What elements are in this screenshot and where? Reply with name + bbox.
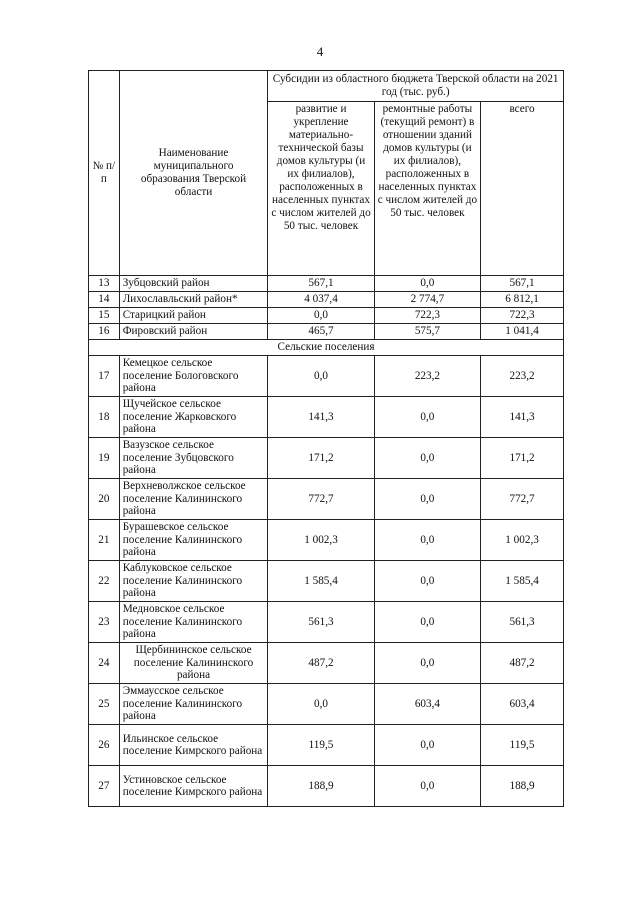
row-total-value: 6 812,1 xyxy=(481,292,564,308)
section-title: Сельские поселения xyxy=(89,340,564,356)
row-total-value: 1 002,3 xyxy=(481,520,564,561)
row-name: Щербининское сельское поселение Калининского района xyxy=(119,643,268,684)
table-row xyxy=(89,643,564,684)
row-total-value: 188,9 xyxy=(481,766,564,807)
table-row xyxy=(89,356,564,397)
table-row xyxy=(89,276,564,292)
table-row xyxy=(89,725,564,766)
row-name: Медновское сельское поселение Калининского района xyxy=(119,602,268,643)
header-subsidy-group: Субсидии из областного бюджета Тверской области на 2021 год (тыс. руб.) xyxy=(268,71,564,102)
row-repair-value: 223,2 xyxy=(374,356,480,397)
row-total-value: 223,2 xyxy=(481,356,564,397)
row-total-value: 561,3 xyxy=(481,602,564,643)
row-number: 14 xyxy=(89,292,120,308)
row-number: 20 xyxy=(89,479,120,520)
row-development-value: 119,5 xyxy=(268,725,374,766)
row-repair-value: 2 774,7 xyxy=(374,292,480,308)
row-total-value: 567,1 xyxy=(481,276,564,292)
row-name: Фировский район xyxy=(119,324,268,340)
header-num: № п/п xyxy=(89,71,120,276)
row-repair-value: 0,0 xyxy=(374,438,480,479)
row-number: 24 xyxy=(89,643,120,684)
row-development-value: 0,0 xyxy=(268,684,374,725)
row-total-value: 119,5 xyxy=(481,725,564,766)
table-row xyxy=(89,602,564,643)
row-development-value: 487,2 xyxy=(268,643,374,684)
header-development: развитие и укрепление материально-технической базы домов культуры (и их филиалов), расположенных в населенных пунктах с числом жителей до 50 тыс. человек xyxy=(268,102,374,276)
row-number: 23 xyxy=(89,602,120,643)
header-total: всего xyxy=(481,102,564,276)
row-number: 18 xyxy=(89,397,120,438)
row-development-value: 1 585,4 xyxy=(268,561,374,602)
table-row xyxy=(89,766,564,807)
row-number: 21 xyxy=(89,520,120,561)
row-development-value: 188,9 xyxy=(268,766,374,807)
table-row xyxy=(89,292,564,308)
table-row xyxy=(89,520,564,561)
header-name: Наименование муниципального образования Тверской области xyxy=(119,71,268,276)
row-repair-value: 0,0 xyxy=(374,520,480,561)
table-row xyxy=(89,324,564,340)
row-development-value: 141,3 xyxy=(268,397,374,438)
row-total-value: 1 041,4 xyxy=(481,324,564,340)
row-number: 22 xyxy=(89,561,120,602)
row-development-value: 0,0 xyxy=(268,356,374,397)
row-total-value: 1 585,4 xyxy=(481,561,564,602)
row-name: Зубцовский район xyxy=(119,276,268,292)
row-number: 27 xyxy=(89,766,120,807)
header-row-top xyxy=(89,71,564,102)
row-development-value: 4 037,4 xyxy=(268,292,374,308)
row-name: Бурашевское сельское поселение Калининского района xyxy=(119,520,268,561)
row-development-value: 0,0 xyxy=(268,308,374,324)
row-repair-value: 0,0 xyxy=(374,397,480,438)
row-total-value: 603,4 xyxy=(481,684,564,725)
row-name: Каблуковское сельское поселение Калининского района xyxy=(119,561,268,602)
row-number: 17 xyxy=(89,356,120,397)
row-number: 25 xyxy=(89,684,120,725)
subsidy-table xyxy=(88,70,564,807)
row-total-value: 141,3 xyxy=(481,397,564,438)
row-repair-value: 0,0 xyxy=(374,602,480,643)
row-repair-value: 603,4 xyxy=(374,684,480,725)
row-development-value: 171,2 xyxy=(268,438,374,479)
table-row xyxy=(89,479,564,520)
row-name: Кемецкое сельское поселение Бологовского района xyxy=(119,356,268,397)
row-number: 26 xyxy=(89,725,120,766)
row-development-value: 1 002,3 xyxy=(268,520,374,561)
row-name: Щучейское сельское поселение Жарковского района xyxy=(119,397,268,438)
row-development-value: 567,1 xyxy=(268,276,374,292)
row-number: 16 xyxy=(89,324,120,340)
row-total-value: 487,2 xyxy=(481,643,564,684)
row-repair-value: 0,0 xyxy=(374,725,480,766)
page-number: 4 xyxy=(316,44,324,59)
row-number: 13 xyxy=(89,276,120,292)
table-row xyxy=(89,438,564,479)
row-number: 19 xyxy=(89,438,120,479)
row-repair-value: 722,3 xyxy=(374,308,480,324)
row-repair-value: 0,0 xyxy=(374,643,480,684)
row-name: Вазузское сельское поселение Зубцовского района xyxy=(119,438,268,479)
table-row xyxy=(89,684,564,725)
row-total-value: 171,2 xyxy=(481,438,564,479)
table-row xyxy=(89,308,564,324)
row-number: 15 xyxy=(89,308,120,324)
row-name: Ильинское сельское поселение Кимрского района xyxy=(119,725,268,766)
row-total-value: 772,7 xyxy=(481,479,564,520)
row-development-value: 465,7 xyxy=(268,324,374,340)
row-repair-value: 0,0 xyxy=(374,479,480,520)
table-row xyxy=(89,561,564,602)
row-name: Лихославльский район* xyxy=(119,292,268,308)
row-name: Устиновское сельское поселение Кимрского района xyxy=(119,766,268,807)
row-development-value: 561,3 xyxy=(268,602,374,643)
row-repair-value: 575,7 xyxy=(374,324,480,340)
section-row xyxy=(89,340,564,356)
row-name: Эммаусское сельское поселение Калининского района xyxy=(119,684,268,725)
row-name: Старицкий район xyxy=(119,308,268,324)
header-repair: ремонтные работы (текущий ремонт) в отношении зданий домов культуры (и их филиалов), расположенных в населенных пунктах с числом жителей до 50 тыс. человек xyxy=(374,102,480,276)
row-repair-value: 0,0 xyxy=(374,561,480,602)
row-repair-value: 0,0 xyxy=(374,766,480,807)
row-total-value: 722,3 xyxy=(481,308,564,324)
table-row xyxy=(89,397,564,438)
row-name: Верхневолжское сельское поселение Калининского района xyxy=(119,479,268,520)
row-development-value: 772,7 xyxy=(268,479,374,520)
row-repair-value: 0,0 xyxy=(374,276,480,292)
